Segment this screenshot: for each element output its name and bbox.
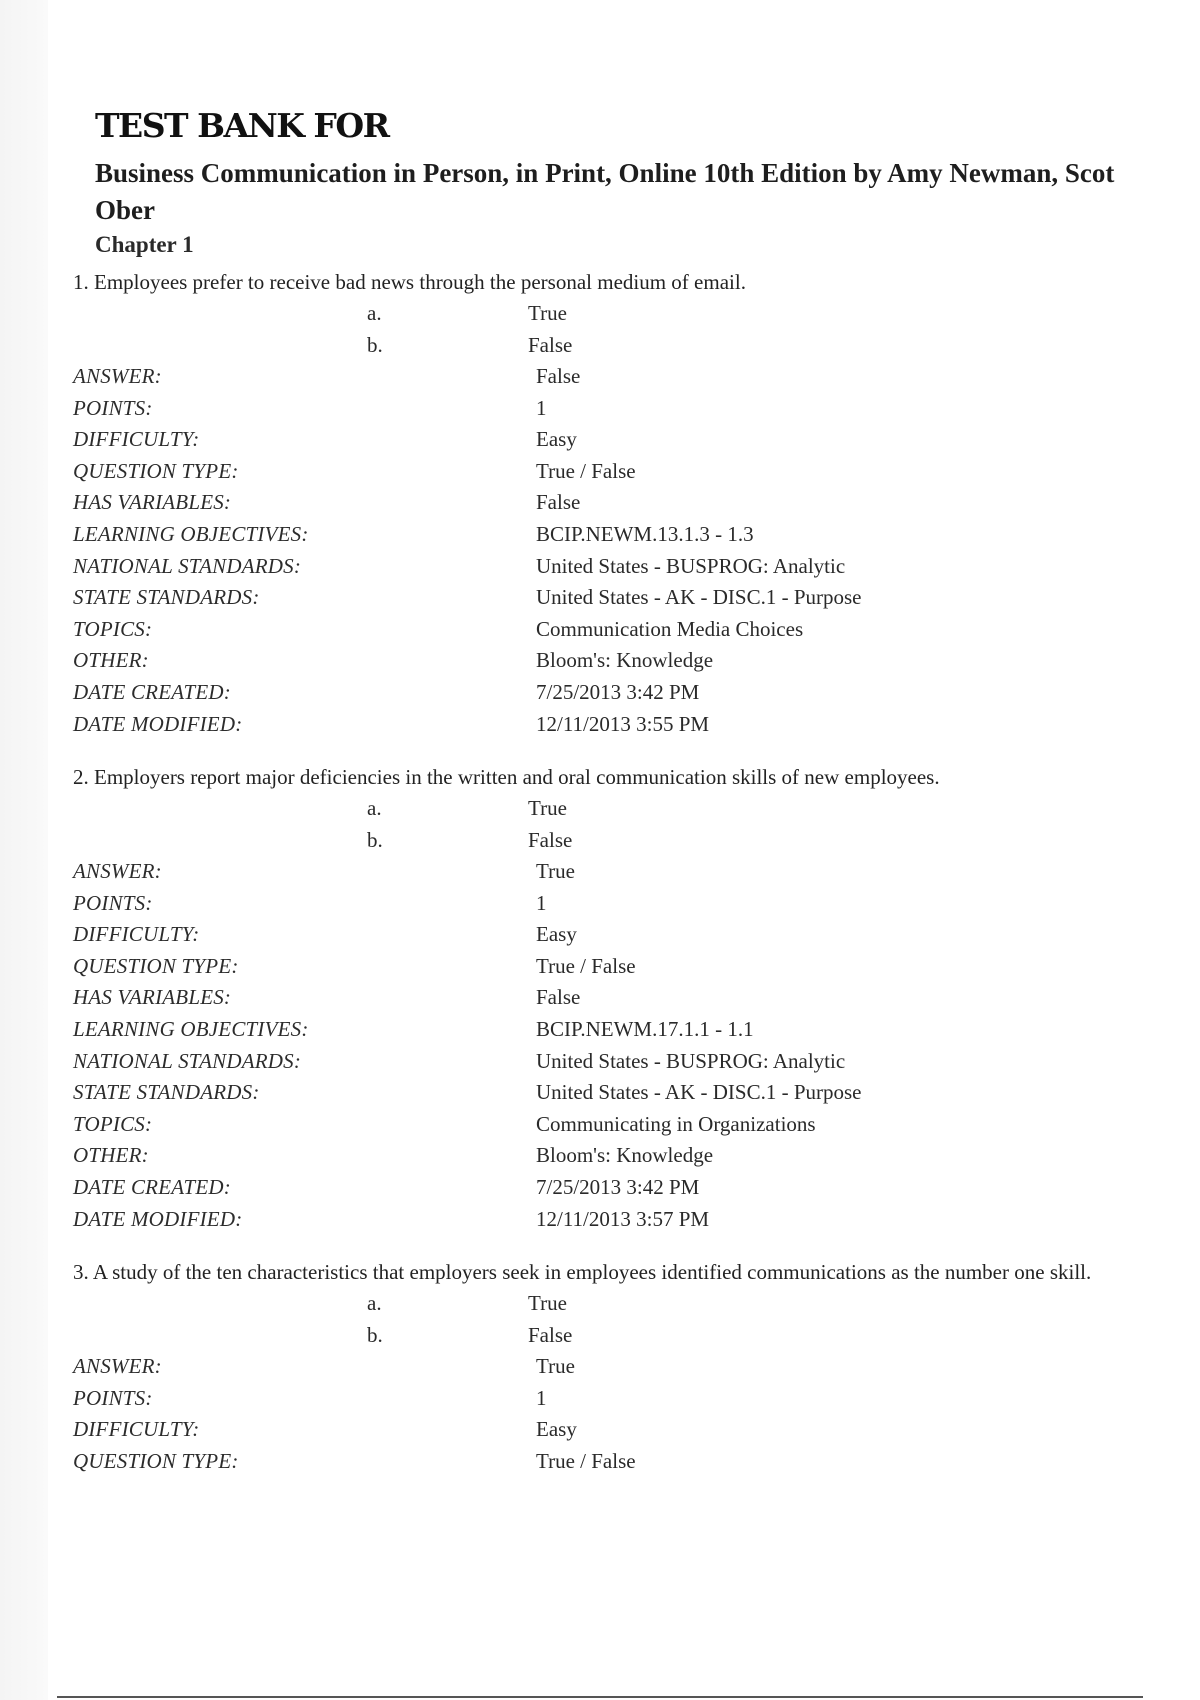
metadata-value: Bloom's: Knowledge	[536, 1143, 714, 1168]
metadata-label: ANSWER:	[73, 859, 162, 883]
metadata-value: Bloom's: Knowledge	[536, 648, 714, 673]
metadata-label: STATE STANDARDS:	[73, 1080, 260, 1105]
metadata-row	[73, 551, 1183, 583]
metadata-row	[73, 487, 1183, 519]
footer-divider	[57, 1696, 1143, 1698]
metadata-value: United States - BUSPROG: Analytic	[536, 553, 846, 578]
metadata-label: NATIONAL STANDARDS:	[73, 1048, 302, 1073]
option-letter: a.	[367, 1291, 382, 1315]
option-text: False	[528, 827, 573, 852]
option-text: True	[528, 796, 567, 820]
option-letter: a.	[367, 301, 382, 325]
option-letter: a.	[367, 796, 382, 820]
metadata-value: 7/25/2013 3:42 PM	[536, 1174, 700, 1199]
metadata-row	[73, 1414, 1183, 1446]
metadata-value: False	[536, 490, 581, 515]
metadata-label: ANSWER:	[73, 364, 162, 388]
metadata-value: United States - AK - DISC.1 - Purpose	[536, 585, 862, 610]
metadata-row	[73, 1172, 1183, 1204]
answer-option	[73, 1320, 1183, 1352]
metadata-row	[73, 856, 1183, 888]
metadata-label: QUESTION TYPE:	[73, 1448, 239, 1473]
metadata-value: Communicating in Organizations	[536, 1111, 816, 1136]
metadata-row	[73, 951, 1183, 983]
metadata-label: HAS VARIABLES:	[73, 490, 232, 515]
metadata-row	[73, 919, 1183, 951]
document-subtitle: Business Communication in Person, in Print, Online 10th Edition by Amy Newman, Scot Ober	[95, 158, 1115, 225]
question-stem: 2. Employers report major deficiencies in the written and oral communication skills of new employees.	[73, 765, 940, 789]
metadata-value: Easy	[536, 922, 577, 947]
option-text: False	[528, 1322, 573, 1347]
answer-option	[73, 1288, 1183, 1320]
metadata-label: DATE CREATED:	[73, 1174, 231, 1199]
metadata-label: OTHER:	[73, 648, 149, 673]
question-2	[73, 762, 1183, 1235]
page-edge-shade	[0, 0, 48, 1700]
answer-option	[73, 793, 1183, 825]
metadata-label: ANSWER:	[73, 1354, 162, 1378]
metadata-label: DIFFICULTY:	[73, 1417, 200, 1442]
option-text: True	[528, 301, 567, 325]
metadata-value: United States - BUSPROG: Analytic	[536, 1048, 846, 1073]
metadata-label: QUESTION TYPE:	[73, 458, 239, 483]
metadata-value: BCIP.NEWM.13.1.3 - 1.3	[536, 521, 754, 546]
metadata-label: DATE MODIFIED:	[73, 1206, 243, 1231]
metadata-value: False	[536, 985, 581, 1010]
metadata-value: 12/11/2013 3:55 PM	[536, 711, 710, 736]
metadata-row	[73, 1204, 1183, 1236]
metadata-label: POINTS:	[73, 890, 153, 915]
metadata-value: United States - AK - DISC.1 - Purpose	[536, 1080, 862, 1105]
metadata-row	[73, 1077, 1183, 1109]
option-text: True	[528, 1291, 567, 1315]
metadata-row	[73, 645, 1183, 677]
question-1	[73, 267, 1183, 740]
metadata-value: True / False	[536, 1448, 636, 1473]
metadata-row	[73, 614, 1183, 646]
question-stem: 1. Employees prefer to receive bad news through the personal medium of email.	[73, 270, 746, 294]
answer-option	[73, 825, 1183, 857]
chapter-heading: Chapter 1	[95, 232, 194, 257]
metadata-row	[73, 1014, 1183, 1046]
metadata-row	[73, 519, 1183, 551]
metadata-row	[73, 582, 1183, 614]
metadata-label: NATIONAL STANDARDS:	[73, 553, 302, 578]
metadata-value: True	[536, 1354, 575, 1378]
metadata-value: Easy	[536, 427, 577, 452]
metadata-label: TOPICS:	[73, 616, 153, 641]
metadata-row	[73, 1351, 1183, 1383]
metadata-value: True	[536, 859, 575, 883]
metadata-row	[73, 1446, 1183, 1478]
answer-option	[73, 298, 1183, 330]
metadata-label: TOPICS:	[73, 1111, 153, 1136]
metadata-value: Communication Media Choices	[536, 616, 804, 641]
question-3	[73, 1257, 1183, 1477]
metadata-value: Easy	[536, 1417, 577, 1442]
metadata-label: HAS VARIABLES:	[73, 985, 232, 1010]
metadata-row	[73, 709, 1183, 741]
metadata-row	[73, 888, 1183, 920]
metadata-row	[73, 1046, 1183, 1078]
metadata-row	[73, 1383, 1183, 1415]
metadata-label: QUESTION TYPE:	[73, 953, 239, 978]
metadata-value: 1	[536, 395, 547, 420]
metadata-label: POINTS:	[73, 395, 153, 420]
metadata-value: True / False	[536, 458, 636, 483]
option-text: False	[528, 332, 573, 357]
metadata-label: POINTS:	[73, 1385, 153, 1410]
metadata-label: LEARNING OBJECTIVES:	[73, 521, 309, 546]
metadata-row	[73, 1140, 1183, 1172]
option-letter: b.	[367, 1322, 383, 1347]
metadata-label: DIFFICULTY:	[73, 922, 200, 947]
metadata-value: BCIP.NEWM.17.1.1 - 1.1	[536, 1016, 754, 1041]
metadata-row	[73, 982, 1183, 1014]
metadata-row	[73, 1109, 1183, 1141]
metadata-row	[73, 361, 1183, 393]
metadata-label: OTHER:	[73, 1143, 149, 1168]
metadata-label: LEARNING OBJECTIVES:	[73, 1016, 309, 1041]
metadata-row	[73, 393, 1183, 425]
option-letter: b.	[367, 332, 383, 357]
answer-option	[73, 330, 1183, 362]
metadata-value: True / False	[536, 953, 636, 978]
metadata-value: 1	[536, 890, 547, 915]
metadata-label: DATE MODIFIED:	[73, 711, 243, 736]
metadata-label: DIFFICULTY:	[73, 427, 200, 452]
metadata-row	[73, 456, 1183, 488]
question-stem: 3. A study of the ten characteristics that employers seek in employees identified communications as the number one skill.	[73, 1260, 1092, 1284]
metadata-row	[73, 677, 1183, 709]
metadata-label: STATE STANDARDS:	[73, 585, 260, 610]
metadata-label: DATE CREATED:	[73, 679, 231, 704]
metadata-value: 7/25/2013 3:42 PM	[536, 679, 700, 704]
metadata-row	[73, 424, 1183, 456]
document-title: TEST BANK FOR	[95, 106, 389, 145]
metadata-value: 1	[536, 1385, 547, 1410]
option-letter: b.	[367, 827, 383, 852]
metadata-value: 12/11/2013 3:57 PM	[536, 1206, 710, 1231]
metadata-value: False	[536, 364, 581, 388]
